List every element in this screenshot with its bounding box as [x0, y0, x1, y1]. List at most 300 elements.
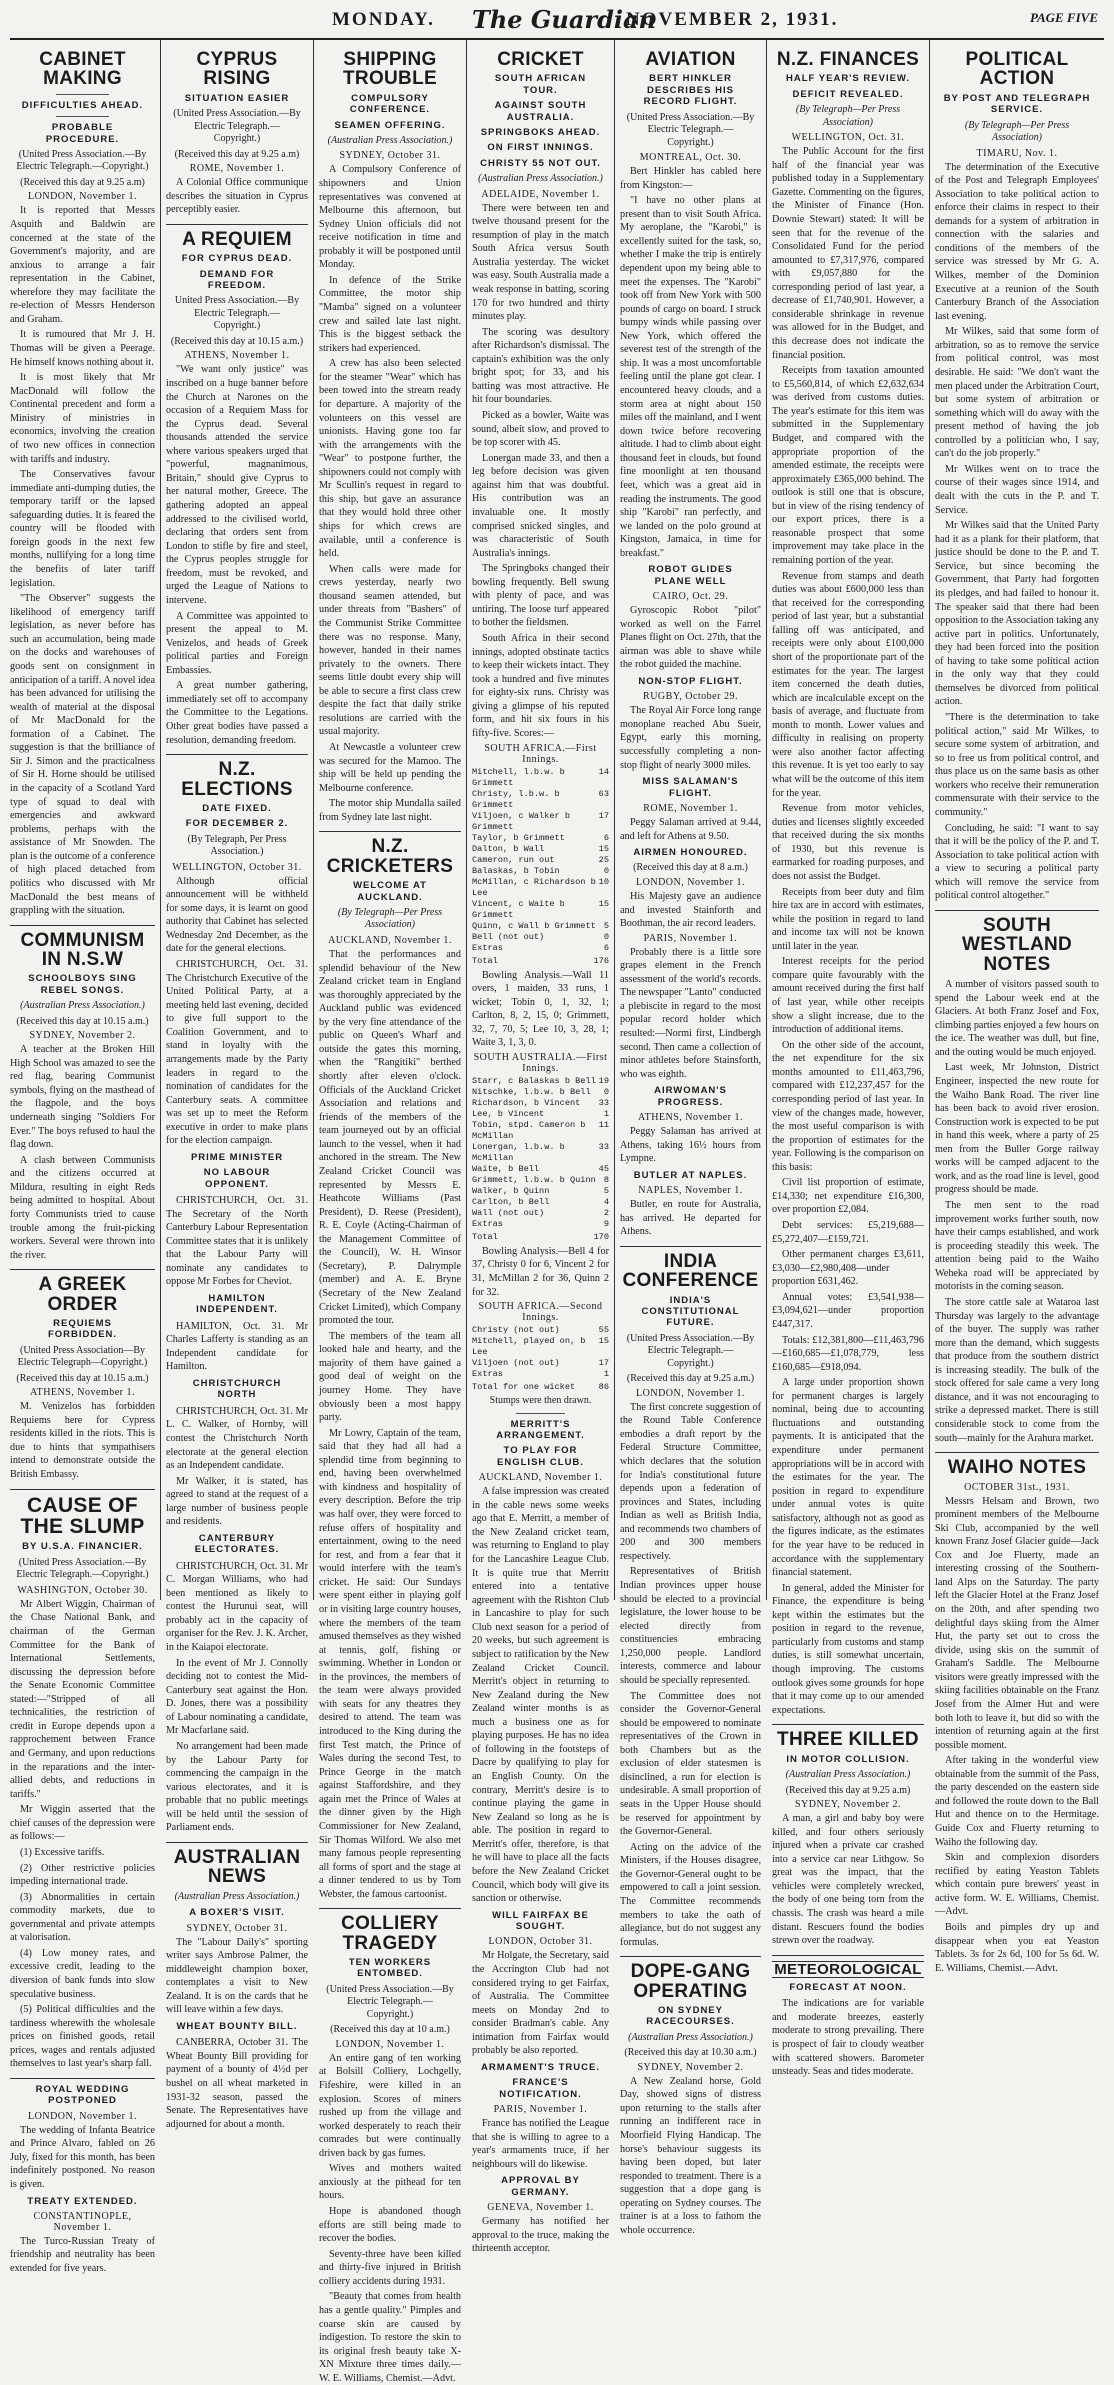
divider — [56, 116, 108, 117]
article-paragraph: It is reported that Messrs Asquith and Baldwin are concerned at the state of the Government's majority, and are anxious to arrange a fair representation in the Cabinet, wherefore they may facilitate the re-election of Messrs Henderson and Graham. — [10, 205, 155, 325]
article-paragraph: Messrs Helsam and Brown, two prominent members of the Melbourne Ski Club, accompanied by the well known Franz Josef Glacier guide—Jack Cox and Joe Fluerty, made an interesting crossing of the Southern-land Alps on the Saturday. The party left the Glacier Hotel at the Franz Josef on the 20th, and after spending two delightful days skiing from the Almer Hut, the party set out to cross the divide, using skis on the summit of Graham's Saddle. The Melbourne visitors were greatly impressed with the skiing facilities obtainable on the Franz Josef from the Almer Hut and were both loth to leave it, but did so with the intention of returning again at the first possible moment. — [935, 1495, 1099, 1751]
table-cell: 10 — [598, 876, 609, 887]
advertisement: Skin and complexion disorders rectified by eating Yeaston Tablets which contain pure brewers' yeast in active form. W. E. Williams, Chemist.—Advt. — [935, 1852, 1099, 1918]
table-row — [472, 921, 609, 932]
subhead: AIRWOMAN'S PROGRESS. — [654, 1085, 727, 1108]
credit-line: (Australian Press Association.) — [478, 173, 603, 185]
credit-line: United Press Association.—By Electric Telegraph.—Copyright.) — [174, 295, 300, 332]
headline-nz-finances: N.Z. FINANCES — [776, 49, 920, 70]
dateline: PARIS, November 1. — [643, 932, 738, 944]
headline-royal-wedding: ROYAL WEDDING POSTPONED — [35, 2083, 130, 2107]
article-paragraph: A New Zealand horse, Gold Day, showed signs of distress upon returning to the stalls after running an indifferent race in Moorfield Flying Handicap. The horse's behaviour suggests its having been doped, but later responded to treatment. There is a suggestion that a dope gang is operating on Sydney courses. The trainer is at a loss to fathom the whole occurrence. — [620, 2075, 761, 2236]
headline-requiem: A REQUIEM — [182, 228, 292, 250]
received-line: (Received this day at 10.15 a.m.) — [170, 335, 304, 347]
dateline: ROME, November 1. — [189, 163, 285, 175]
table-row — [472, 866, 609, 877]
subhead: COMPULSORY CONFERENCE. — [349, 92, 431, 116]
scorecard — [472, 1076, 609, 1230]
subhead: DEMAND FOR FREEDOM. — [199, 268, 275, 291]
article-paragraph: (1) Excessive tariffs. — [20, 1846, 105, 1858]
table-cell: Extras — [472, 1369, 503, 1380]
subhead: ON SYDNEY RACECOURSES. — [646, 2004, 735, 2028]
subhead: HALF YEAR'S REVIEW. — [785, 73, 910, 85]
article-paragraph: HAMILTON, Oct. 31. Mr Charles Lafferty is standing as an Independent candidate for Hamilton. — [166, 1320, 308, 1373]
table-cell: 1 — [603, 1369, 609, 1380]
article-paragraph: A Committee was appointed to present the appeal to M. Venizelos, and heads of Greek political parties and Foreign Embassies. — [166, 610, 308, 676]
dateline: PARIS, November 1. — [493, 2104, 588, 2116]
table-cell: 11 — [598, 1119, 609, 1130]
dateline: LONDON, November 1. — [335, 2038, 445, 2050]
table-cell: 55 — [598, 1325, 609, 1336]
scorecard-total — [472, 1232, 609, 1243]
subhead: DEFICIT REVEALED. — [792, 88, 904, 100]
article-paragraph: In defence of the Strike Committee, the motor ship "Mamba" signed on a volunteer crew and sailed late last night. This is the biggest setback the strikers had experienced. — [319, 274, 461, 354]
headline-cabinet: CABINET MAKING — [39, 49, 126, 90]
table-cell: 19 — [598, 1075, 609, 1086]
article-paragraph: Butler, en route for Australia, has arrived. He departed for Athens. — [620, 1199, 761, 1238]
article-paragraph: Gyroscopic Robot "pilot" worked as well on the Farrel Planes flight on Oct. 27th, that the airman was able to shave while the robot guided the machine. — [620, 605, 761, 671]
table-row — [472, 899, 609, 921]
article-paragraph: Annual votes: £3,541,938—£3,094,621—under proportion £447,317. — [772, 1291, 924, 1330]
column-5 — [614, 40, 766, 2236]
headline-waiho-notes: WAIHO NOTES — [947, 1457, 1087, 1479]
headline-three-killed: THREE KILLED — [777, 1729, 919, 1751]
table-cell: 170 — [593, 1231, 609, 1242]
masthead-title: The Guardian — [472, 5, 656, 34]
article-paragraph: Mr Wilkes said that the United Party had it as a plank for their platform, that justice should be done to the P. and T. Service, but since becoming the Government, that Party had forgotten its pledges, and had failed to honour it. The speaker said that there had been opposition to the Association taking any active part in politics. Unfortunately, they had been forced into the position of having to take some political action in the only way that they could themselves be divorced from political action. — [935, 520, 1099, 708]
scorecard — [472, 1325, 609, 1380]
column-6 — [766, 40, 929, 2078]
article-paragraph: Seventy-three have been killed and thirty-five injured in British colliery accidents during 1931. — [319, 2248, 461, 2287]
subhead: PRIME MINISTER — [190, 1151, 284, 1163]
credit-line: (United Press Association.—By Electric Telegraph.—Copyright.) — [16, 148, 149, 173]
table-cell: 0 — [603, 865, 609, 876]
article-paragraph: When calls were made for crews yesterday, nearly two thousand seamen attended, but under threats from "Bashers" of the Communist Strike Committee there was no response. Many, however, handed in their names privately to the owners. There seems little doubt every ship will be able to secure a first class crew despite the fact that daily strike resolutions are carried with the usual majority. — [319, 563, 461, 738]
subhead: BUTLER AT NAPLES. — [633, 1169, 748, 1181]
article-paragraph: Mr Albert Wiggin, Chairman of the Chase National Bank, and chairman of the German Committee for the Bank of International Settlements, discussing the depression before the Senate Economic Committee stated:—"Stripped of all technicalities, the restriction of credit in Europe depends upon a rapprochement between France and Germany, and upon reductions in the reparations and the inter-allied debts, and reductions in tariffs." — [10, 1598, 155, 1800]
received-line: (Received this day at 9.25 a.m.) — [626, 1373, 755, 1385]
credit-line: (Australian Press Association.) — [327, 134, 453, 146]
table-row — [472, 844, 609, 855]
received-line: (Received this day at 10.15 a.m.) — [16, 1015, 149, 1027]
article-paragraph: No arrangement had been made by the Labour Party for commencing the campaign in the various electorates, and it is probable that no public meetings will be held until the session of Parliament ends. — [166, 1740, 308, 1834]
subhead: TEN WORKERS ENTOMBED. — [348, 1957, 432, 1980]
article-paragraph: Probably there is a little sore grapes element in the French assessment of the world's records. The newspaper "Lanto" conducted a plebiscite in regard to the most popular record holder which resulted:—Normi first, Lindbergh second. Then came a collection of minor athletes before Stainsforth, who was eighth. — [620, 946, 761, 1080]
table-cell: Waite, b Bell — [472, 1163, 540, 1174]
headline-greek-order: A GREEK ORDER — [38, 1274, 127, 1315]
dateline: WASHINGTON, October 30. — [17, 1584, 148, 1596]
subhead: SPRINGBOKS AHEAD. — [480, 126, 601, 138]
dateline: ATHENS, November 1. — [29, 1387, 136, 1399]
table-cell: Extras — [472, 942, 503, 953]
table-cell: 176 — [593, 955, 609, 966]
article-paragraph: On the other side of the account, the net expenditure for the six months amounted to £11,463,796, compared with £12,237,457 for the corresponding period of last year. In view of the changes made, however, the most useful comparison is with the proportion of estimates for the year. Following is the comparison on this basis: — [772, 1039, 924, 1173]
article-paragraph: Hope is abandoned though efforts are still being made to recover the bodies. — [319, 2206, 461, 2245]
section-divider — [166, 754, 308, 755]
subhead: MISS SALAMAN'S FLIGHT. — [642, 776, 739, 799]
table-row — [472, 811, 609, 833]
advertisement: "Beauty that comes from health has a gentle quality." Pimples and coarse skin are caused by indigestion. To restore the skin to its original fresh beauty take X-XN Mixture three times daily.—W. E. Williams, Chemist.—Advt. — [319, 2291, 461, 2384]
subhead: REQUIEMS FORBIDDEN. — [47, 1317, 118, 1341]
received-line: (Received this day at 8 a.m.) — [633, 862, 748, 874]
advertisement: Boils and pimples dry up and disappear when you eat Yeaston Tablets. 3s for 2s 6d, 100 for 5s 6d. W. E. Williams, Chemist.—Advt. — [935, 1921, 1099, 1974]
article-paragraph: It is rumoured that Mr J. H. Thomas will be given a Peerage. He himself knows nothing about it. — [10, 329, 155, 368]
headline-nz-elections: N.Z. ELECTIONS — [181, 759, 293, 800]
headline-nz-cricketers: N.Z. CRICKETERS — [326, 836, 454, 877]
masthead — [10, 6, 1104, 40]
subhead: CHRISTY 55 NOT OUT. — [480, 157, 601, 169]
dateline: SYDNEY, November 2. — [637, 2061, 744, 2073]
article-paragraph: At Newcastle a volunteer crew was secured for the Mamoo. The ship will be held up pending the Melbourne conference. — [319, 742, 461, 794]
credit-line: (Australian Press Association.) — [785, 1769, 911, 1781]
masthead-date: NOVEMBER 2, 1931. — [626, 9, 839, 30]
headline-fairfax: WILL FAIRFAX BE SOUGHT. — [492, 1909, 589, 1933]
article-paragraph: A Colonial Office communique describes the situation in Cyprus perceptibly easier. — [166, 177, 308, 216]
subhead: ON FIRST INNINGS. — [487, 142, 594, 154]
article-paragraph: A crew has also been selected for the steamer "Wear" which has been towed into the stream ready for departure. A majority of the volunteers on this vessel are unionists. Having gone too far with the arrangements with the "Wear" to postpone further, the shipowners could not comply with Mr Scullin's request in regard to this ship, but gave an assurance that they would hold three other ships for which crews are available, until a conference is held. — [319, 358, 461, 560]
article-paragraph: A large under proportion shown for permanent charges is largely nominal, being due to accounting fluctuations and outstanding payments. It is anticipated that the expenditure under permanent appropriations will be in accord with the estimates for the year. The position in regard to expenditure under annual votes is quite satisfactory, although not as good as the figures indicate, as the estimates for the year have to be reduced in accordance with the supplementary financial statement. — [772, 1377, 924, 1579]
table-cell: Total for one wicket — [472, 1382, 576, 1393]
article-paragraph: Interest receipts for the period compare quite favourably with the amount received during the first half of last year, while other receipts show a slight increase, due to the introduction of additional items. — [772, 956, 924, 1036]
table-cell: 15 — [598, 898, 609, 909]
divider — [516, 1413, 565, 1414]
received-line: (Received this day at 9.25 a.m) — [785, 1784, 911, 1796]
table-row — [472, 1208, 609, 1219]
table-cell: 86 — [598, 1382, 609, 1393]
article-paragraph: Peggy Salaman has arrived at Athens, taking 16½ hours from Lympne. — [620, 1126, 761, 1165]
subhead: DATE FIXED. — [202, 802, 272, 814]
section-divider — [935, 910, 1099, 911]
credit-line: (United Press Association.—By Electric Telegraph.—Copyright.) — [626, 111, 755, 148]
table-cell: Cameron, run out — [472, 854, 555, 865]
subhead: SOUTH AFRICAN TOUR. — [494, 73, 587, 96]
table-cell: Balaskas, b Tobin — [472, 865, 560, 876]
table-row — [472, 1358, 609, 1369]
section-divider — [319, 1908, 461, 1909]
headline-dope-gang: DOPE-GANG OPERATING — [630, 1961, 751, 2002]
credit-line: (Australian Press Association.) — [20, 1000, 145, 1012]
table-cell: Nitschke, l.b.w. b Bell — [472, 1086, 591, 1097]
article-paragraph: A great number gathering, immediately set off to accompany the Committee to the Legations. Other great bodies have passed a resolution, demanding freedom. — [166, 680, 308, 746]
table-cell: Viljoen (not out) — [472, 1358, 560, 1369]
table-row — [472, 1120, 609, 1142]
received-line: (Received this day at 9.25 a.m) — [20, 176, 145, 188]
article-paragraph: Wives and mothers waited anxiously at the pithead for ten hours. — [319, 2163, 461, 2202]
subhead: BY POST AND TELEGRAPH SERVICE. — [943, 92, 1091, 116]
table-cell: 63 — [598, 788, 609, 799]
article-paragraph: "We want only justice" was inscribed on a huge banner before the Church at Narones on the occasion of a Requiem Mass for the Cyprus dead. Several thousands attended the service where various speakers urged that "powerful, magnanimous, Britain," should give Cyprus to her natural mother, Greece. The gathering adopted an appeal addressed to the civilised world, declaring that orders sent from London to stifle by fire and steel, the Cyprus peoples struggle for freedom, must be revoked, and urged the League of Nations to intervene. — [166, 364, 308, 606]
dateline: LONDON, November 1. — [28, 191, 137, 203]
subhead: INDIA'S CONSTITUTIONAL FUTURE. — [641, 1294, 740, 1329]
credit-line: (United Press Association.—By Electric Telegraph.—Copyright.) — [326, 1983, 454, 2020]
table-cell: 15 — [598, 843, 609, 854]
table-cell: 33 — [598, 1097, 609, 1108]
subhead: FOR CYPRUS DEAD. — [181, 253, 293, 265]
article-paragraph: After taking in the wonderful view obtainable from the summit of the Pass, the party descended on the eastern side and followed the route down to the Ball Hut and thence on to the Hermitage. Guide Cox and Fluerty returning to Waiho the following day. — [935, 1755, 1099, 1848]
headline-political-action: POLITICAL ACTION — [965, 49, 1069, 90]
scorecard-title: SOUTH AFRICA.—First Innings. — [484, 742, 597, 765]
table-row — [472, 1197, 609, 1208]
headline-colliery-tragedy: COLLIERY TRAGEDY — [341, 1913, 439, 1954]
table-row — [472, 1164, 609, 1175]
table-row — [472, 943, 609, 954]
table-row — [472, 877, 609, 899]
table-row — [472, 855, 609, 866]
table-cell: 0 — [603, 1086, 609, 1097]
headline-treaty: TREATY EXTENDED. — [27, 2195, 138, 2207]
headline-meteorological: METEOROLOGICAL — [772, 1961, 924, 1978]
article-paragraph: The Springboks changed their bowling frequently. Bell swung with plenty of pace, and was untiring. The loose turf appeared to bother the fieldsmen. — [472, 563, 609, 629]
subhead: BERT HINKLER DESCRIBES HIS RECORD FLIGHT. — [643, 73, 738, 108]
article-paragraph: (2) Other restrictive policies impeding international trade. — [10, 1862, 155, 1888]
table-cell: 2 — [603, 1207, 609, 1218]
headline-shipping-trouble: SHIPPING TROUBLE — [343, 49, 437, 90]
article-paragraph: A clash between Communists and the citizens occurred at Mildura, resulting in eight Reds being admitted to hospital. About forty Communists tried to cause trouble among the fruit-picking workers. Several were thrown into the river. — [10, 1154, 155, 1261]
article-paragraph: The determination of the Executive of the Post and Telegraph Employees' Association to take political action to enforce their claims in respect to their demands for a system of arbitration in connection with the salaries and conditions of the members of the service was stressed by Mr G. A. Wilkes, member of the Dominion Executive at a reunion of the South Canterbury Branch of the Association last evening. — [935, 161, 1099, 322]
subhead: PROBABLE PROCEDURE. — [45, 122, 120, 145]
article-paragraph: M. Venizelos has forbidden Requiems here for Cypress residents killed in the riots. This is due to hints that sympathisers intend to demonstrate outside the British Embassy. — [10, 1401, 155, 1481]
article-paragraph: It is most likely that Mr MacDonald will follow the Continental precedent and form a Ministry of ministries in economics, involving the creation of two new offices in connection with tariffs and industry. — [10, 372, 155, 465]
credit-line: (By Telegraph, Per Press Association.) — [187, 833, 287, 858]
subhead: WELCOME AT AUCKLAND. — [353, 880, 427, 903]
table-cell: 45 — [598, 1163, 609, 1174]
table-cell: McMillan, c Richardson b Lee — [472, 876, 596, 898]
table-row — [472, 767, 609, 789]
dateline: AUCKLAND, November 1. — [478, 1472, 603, 1484]
table-row — [472, 1369, 609, 1380]
article-paragraph: (4) Low money rates, and excessive credit, leading to the diversion of bank funds into slow speculative business. — [10, 1947, 155, 2000]
table-cell: Quinn, c Wall b Grimmett — [472, 920, 596, 931]
page-number: PAGE FIVE — [1029, 10, 1098, 25]
dateline: WELLINGTON, Oct. 31. — [791, 132, 905, 144]
table-cell: Bell (not out) — [472, 931, 545, 942]
section-divider — [10, 2078, 155, 2079]
article-paragraph: A number of visitors passed south to spend the Labour week end at the Glaciers. At both Franz Josef and Fox, climbing parties enjoyed a few hours on the ice. The weather was dull, but fine, and the outing would be much enjoyed. — [935, 979, 1099, 1058]
table-cell: 5 — [603, 1185, 609, 1196]
column-1 — [10, 40, 160, 2275]
table-cell: Christy (not out) — [472, 1325, 560, 1336]
table-cell: 17 — [598, 1358, 609, 1369]
article-paragraph: Receipts from taxation amounted to £5,560,814, of which £2,632,634 was derived from customs duties. The year's estimate for this item was submitted in the Supplementary Budget, and compared with the appropriate proportion of the amended estimate, the receipts were approximately £365,000 behind. The outlook is still one that is obscure, but in view of the rising tendency of our export prices, there is a reasonable prospect that some improvement may take place in the remaining portion of the year. — [772, 365, 924, 567]
table-cell: 5 — [603, 920, 609, 931]
article-paragraph: The Conservatives favour immediate anti-dumping duties, the temporary tariff or the lapsed safeguarding duties. It is feared the country will be flooded with foreign goods in the next few months, nullifying for a long time the benefits of later tariff legislation. — [10, 469, 155, 589]
bowling-analysis: Bowling Analysis.—Bell 4 for 37, Christy 0 for 6, Vincent 2 for 31, McMillan 2 for 36, Quinn 2 for 32. — [472, 1245, 609, 1298]
table-cell: 0 — [603, 931, 609, 942]
table-row — [472, 1087, 609, 1098]
article-paragraph: An entire gang of ten working at Bolsill Colliery, Lochgelly, Fifeshire, were killed in an explosion. Scores of miners rushed up from the village and worked desperately to reach their comrades but were continually driven back by gas fumes. — [319, 2052, 461, 2159]
table-row — [472, 789, 609, 811]
table-cell: 4 — [603, 1196, 609, 1207]
article-paragraph: The Committee does not consider the Governor-General should be empowered to nominate representatives of the Crown in both Chambers but as the exclusion of elder statesmen is disinclined, a run for election is undesirable. A small proportion of seats in the Upper House should be reserved for appointment by the Governor-General. — [620, 1690, 761, 1838]
article-paragraph: Mr Holgate, the Secretary, said the Accrington Club had not considered trying to get Fairfax, of Australia. The Committee meets on Monday 2nd to consider Bradman's cable. Any intimation from Fairfax would probably be also reported. — [472, 1950, 609, 2057]
subhead: FRANCE'S NOTIFICATION. — [499, 2077, 582, 2100]
table-cell: Total — [472, 1231, 498, 1242]
section-divider — [935, 1452, 1099, 1453]
table-cell: Starr, c Balaskas b Bell — [472, 1075, 596, 1086]
article-paragraph: Debt services: £5,219,688—£5,272,407—£159,721. — [772, 1220, 924, 1245]
section-divider — [319, 831, 461, 832]
dateline: OCTOBER 31st., 1931. — [964, 1481, 1070, 1493]
subhead: DIFFICULTIES AHEAD. — [21, 99, 144, 111]
article-paragraph: The Public Account for the first half of the financial year was published today in a Supplementary Gazette. Commenting on the figures, the Minister of Finance (Hon. Downie Stewart) stated: It will be seen that for the revenue of the Consolidated Fund for the period amounted to £7,317,976, compared with £9,057,880 for the corresponding period of last year, a decrease of £1,740,901. However, a considerable shrinkage in revenue was allowed for in the Budget, and this decrease does not indicate the financial position. — [772, 146, 924, 361]
subhead: TO PLAY FOR ENGLISH CLUB. — [497, 1445, 584, 1468]
credit-line: (Australian Press Association.) — [628, 2031, 753, 2043]
table-row — [472, 1219, 609, 1230]
article-paragraph: In general, added the Minister for Finance, the expenditure is being kept within the estimates but the position in regard to the revenue, particularly from customs and stamp duties, is still somewhat uncertain, though improving. The customs outlook gives some grounds for hope that it may come up to our amended expectations. — [772, 1582, 924, 1716]
subhead: SEAMEN OFFERING. — [334, 119, 446, 131]
subhead: CANTERBURY ELECTORATES. — [194, 1532, 280, 1556]
article-paragraph: The first concrete suggestion of the Round Table Conference embodies a draft report by the Federal Structure Committee, which declares that the solution for India's constitutional future depends upon a federation of provinces and States, including Indian as well as British India, and recommends two chambers of 200 and 300 members respectively. — [620, 1401, 761, 1562]
credit-line: (United Press Association.—By Electric Telegraph.—Copyright.) — [16, 1556, 149, 1581]
subhead: WHEAT BOUNTY BILL. — [176, 2020, 298, 2032]
article-paragraph: (5) Political difficulties and the tardiness wherewith the wholesale prices on finished goods, retail prices, wages and rentals adjusted themselves to last year's sharp fall. — [10, 2004, 155, 2070]
dateline: AUCKLAND, November 1. — [328, 934, 452, 946]
article-paragraph: "I have no other plans at present than to visit South Africa. My aeroplane, the "Karobi," is excellently suited for the task, so, whether I make the trip is entirely dependent upon my being able to meet the expenses. The "Karobi" took off from New York with 500 pounds of cargo on board. I struck bumpy winds while passing over New York, which offered the severest test of the strength of the ship. It was a most uncomfortable feeling until the plane got clear. I encountered heavy clouds, and a storm area at night about 150 miles off the mainland, and I went down twice before recovering altitude. I had to climb about eight thousand feet in clouds, but found fine moonlight at ten thousand feet, which was a great aid in reading the instruments. The good ship "Karobi" ran perfectly, and we landed on the polo ground at Kingston, Jamaica, in time for breakfast." — [620, 195, 761, 559]
received-line: (Received this day at 10.30 a.m.) — [624, 2047, 757, 2059]
section-divider — [166, 1842, 308, 1843]
headline-aviation: AVIATION — [645, 49, 736, 70]
credit-line: (United Press Association.—By Electric Telegraph.—Copyright.) — [626, 1332, 755, 1369]
scorecard-total — [472, 956, 609, 967]
article-paragraph: Bert Hinkler has cabled here from Kingston:— — [620, 166, 761, 191]
dateline: SYDNEY, November 2. — [795, 1799, 901, 1811]
table-cell: 8 — [603, 1174, 609, 1185]
table-cell: Wall (not out) — [472, 1207, 545, 1218]
subhead: AGAINST SOUTH AUSTRALIA. — [494, 100, 587, 123]
credit-line: (United Press Association—By Electric Telegraph—Copyright.) — [17, 1344, 148, 1369]
table-cell: 6 — [603, 942, 609, 953]
table-cell: 9 — [603, 1218, 609, 1229]
article-paragraph: Last week, Mr Johnston, District Engineer, inspected the new route for the Waiho Bank Road. The river line has been back to avoid river erosion. Construction work is expected to be put in hand this week, where a party of 25 men from the Buller Gorge railway works will be camped adjacent to the work, and as the road line is level, good progress should be made. — [935, 1062, 1099, 1196]
article-paragraph: The scoring was desultory after Richardson's dismissal. The captain's exhibition was the only bright spot; for 33, and his batting was most attractive. He hit four boundaries. — [472, 326, 609, 406]
bowling-analysis: Bowling Analysis.—Wall 11 overs, 1 maiden, 33 runs, 1 wicket; Tobin 0, 1, 32, 1; Carlton, 8, 2, 15, 0; Grimmett, 32, 7, 70, 5; Lee 10, 3, 28, 1; Waite 3, 1, 3, 0. — [472, 969, 609, 1049]
article-paragraph: A Compulsory Conference of shipowners and Union representatives was convened at Melbourne this afternoon, but Sydney Union officials did not receive notification in time and probably it will be postponed until Monday. — [319, 164, 461, 271]
dateline: CONSTANTINOPLE, November 1. — [33, 2210, 132, 2233]
divider — [56, 94, 108, 95]
article-paragraph: A teacher at the Broken Hill High School was amazed to see the red flag, bearing Communist symbols, flying on the masthead of the flagpole, and the boys underneath singing "Soldiers For Ever." The boys refused to haul the flag down. — [10, 1044, 155, 1151]
stumps-note: Stumps were then drawn. — [489, 1395, 592, 1407]
subhead: ROBOT GLIDES PLANE WELL — [648, 564, 733, 587]
section-divider — [166, 224, 308, 225]
table-row — [472, 1175, 609, 1186]
column-2 — [160, 40, 313, 2130]
headline-india-conference: INDIA CONFERENCE — [622, 1250, 759, 1292]
subhead: NON-STOP FLIGHT. — [638, 675, 743, 687]
article-paragraph: The Turco-Russian Treaty of friendship and neutrality has been extended for five years. — [10, 2235, 155, 2275]
table-row — [472, 932, 609, 943]
subhead: NO LABOUR OPPONENT. — [203, 1167, 271, 1190]
article-paragraph: Mr Lowry, Captain of the team, said that they had all had a splendid time from beginning to end, having been overwhelmed with kindness and hospitality of every description. Before the trip was half over, they were forced to refuse offers of hospitality and entertainment, owing to the need for rest, and from a fear that it would interfere with the team's cricket. He said: Our Sundays were spent either in playing golf or in visiting large country houses, where the members of the team amused themselves as they wished at tennis, golf, fishing or swimming. Whether in London or in the provinces, the members of the team were always provided with seats for any theatres they desired to attend. The team was introduced to the King during the first Test match, the Prince of Wales during the second Test, to Prince George in the match against Staffordshire, and they again met the Prince of Wales at the dinner given by the High Commissioner for New Zealand, Sir Thomas Wilford. We also met many famous people representing all forms of sport and the stage at a dinner tendered to us by Tom Webster, the famous cartoonist. — [319, 1427, 461, 1900]
scorecard-title: SOUTH AFRICA.—Second Innings. — [478, 1301, 603, 1324]
article-paragraph: Germany has notified her approval to the truce, making the thirteenth acceptor. — [472, 2216, 609, 2255]
headline-merritt: MERRITT'S ARRANGEMENT. — [496, 1418, 585, 1442]
headline-australian-news: AUSTRALIAN NEWS — [173, 1846, 301, 1888]
article-paragraph: CHRISTCHURCH, Oct. 31. The Secretary of the North Canterbury Labour Representation Committee states that it is unlikely that the Labour Party will nominate any candidates to oppose Mr Forbes for Cheviot. — [166, 1195, 308, 1288]
dateline: ATHENS, November 1. — [637, 1112, 744, 1124]
article-paragraph: The indications are for variable and moderate breezes, easterly moderate to strong prevailing. There is prospect of fair to cloudy weather with scattered showers. Barometer unsteady. Seas and tides moderate. — [772, 1998, 924, 2078]
subhead: FORECAST AT NOON. — [789, 1981, 907, 1993]
subhead: BY U.S.A. FINANCIER. — [22, 1541, 143, 1553]
table-row — [472, 1186, 609, 1197]
subhead: FOR DECEMBER 2. — [185, 818, 289, 830]
dateline: SYDNEY, October 31. — [186, 1922, 288, 1934]
dateline: ATHENS, November 1. — [184, 350, 290, 362]
table-cell: Taylor, b Grimmett — [472, 832, 565, 843]
section-divider — [772, 1724, 924, 1725]
table-cell: Mitchell, l.b.w. b Grimmett — [472, 766, 565, 788]
subhead: APPROVAL BY GERMANY. — [501, 2175, 580, 2198]
article-paragraph: Civil list proportion of estimate, £14,330; net expenditure £16,300, over proportion £2,084. — [772, 1177, 924, 1216]
received-line: (Received this day at 10 a.m.) — [330, 2024, 450, 2036]
dateline: ADELAIDE, November 1. — [481, 188, 600, 200]
scorecard-total — [472, 1382, 609, 1393]
dateline: TIMARU, Nov. 1. — [976, 147, 1058, 159]
table-cell: 33 — [598, 1141, 609, 1152]
table-cell: Carlton, b Bell — [472, 1196, 550, 1207]
dateline: MONTREAL, Oct. 30. — [639, 152, 742, 164]
table-cell: 1 — [603, 1108, 609, 1119]
article-paragraph: Although official announcement will be withheld for some days, it is learnt on good authority that Cabinet has selected Wednesday 2nd December, as the date for the general elections. — [166, 875, 308, 955]
dateline: WELLINGTON, October 31. — [172, 861, 302, 873]
table-cell: Lonergan, l.b.w. b McMillan — [472, 1141, 565, 1163]
headline-cricket: CRICKET — [497, 49, 584, 70]
article-paragraph: CHRISTCHURCH, Oct. 31. The Christchurch Executive of the United Political Party, at a meeting held last evening, decided to give full support to the Coalition Government, and to stand in loyalty with the arrangements made by the Party leaders in regard to the nomination of candidates for the Canterbury seats. A committee was set up to meet the Reform executive in order to make plans for the election campaign. — [166, 959, 308, 1147]
received-line: (Received this day at 10.15 a.m.) — [16, 1372, 149, 1384]
scorecard — [472, 767, 609, 954]
table-cell: Christy, l.b.w. b Grimmett — [472, 788, 560, 810]
section-divider — [10, 925, 155, 926]
article-paragraph: Peggy Salaman arrived at 9.44, and left for Athens at 9.50. — [620, 816, 761, 842]
credit-line: (United Press Association.—By Electric Telegraph.—Copyright.) — [173, 108, 301, 145]
article-paragraph: Mr Wilkes went on to trace the course of their wages since 1914, and dealt with the cuts in the P. and T. Service. — [935, 463, 1099, 516]
table-row — [472, 1325, 609, 1336]
dateline: LONDON, November 1. — [636, 1387, 745, 1399]
article-paragraph: CANBERRA, October 31. The Wheat Bounty Bill providing for payment of a bounty of 4½d per bushel on all wheat marketed in 1931-32 season, passed the Senate. The Representatives have adjourned for about a month. — [166, 2037, 308, 2130]
dateline: LONDON, November 1. — [636, 876, 745, 888]
subhead: A BOXER'S VISIT. — [189, 1907, 285, 1919]
scorecard-title: SOUTH AUSTRALIA.—First Innings. — [473, 1051, 608, 1074]
credit-line: (By Telegraph—Per Press Association) — [337, 906, 443, 931]
received-line: (Received this day at 9.25 a.m) — [174, 148, 300, 160]
table-row — [472, 1336, 609, 1358]
headline-cyprus-rising: CYPRUS RISING — [196, 49, 278, 90]
article-paragraph: Acting on the advice of the Ministers, if the Houses disagree, the Governor-General ought to be empowered to call a joint session. The Committee recommends members to take the oath of allegiance, but do not suggest any formulas. — [620, 1841, 761, 1948]
article-paragraph: "The Observer" suggests the likelihood of emergency tariff legislation, as never before has such an accumulation, being made on the docks and warehouses of goods sent on consignment in anticipation of a tariff. A novel idea has been advanced for utilising the wealth of material at the disposal of Mr MacDonald for the formation of a Cabinet. The suggestion is that the brilliance of Sir J. Simon and the practicalness of Sir H. Horne should be utilised in the capacity of a Scotland Yard type of squad to deal with emergencies and awkward problems, perhaps with the assistance of Mr Snowden. The plan is the outcome of a conference of high placed detached from politics who discussed with Mr MacDonald the best means of grappling with the situation. — [10, 593, 155, 917]
headline-south-westland-notes: SOUTH WESTLAND NOTES — [961, 914, 1073, 975]
article-paragraph: Representatives of British Indian provinces upper house should be elected to a provincial legislature, the lower house to be elected directly from constituencies embracing 1,250,000 people. Landlord interests, commerce and labour should be specially represented. — [620, 1566, 761, 1686]
article-paragraph: That the performances and splendid behaviour of the New Zealand cricket team in England was thoroughly appreciated by the Auckland public was evidenced by the very fine attendance of the public on Queen's Wharf and outside the gates this morning, when the "Rangitiki" berthed shortly after eleven o'clock. Officials of the Auckland Cricket Association and relations and friends of the members of the team journeyed out by an official launch to the vessel, when it had anchored in the stream. The New Zealand Cricket Council was represented by Messrs E. Heathcote Williams (Past President), D. Reese (President), R. E. Coyle (Acting-Chairman of the Management Committee of the Council), W. H. Winsor (Secretary), P. Dalrymple (member) and A. E. Bryne (Secretary of the New Zealand Cricket Limited), which Company promoted the tour. — [319, 948, 461, 1327]
table-cell: 14 — [598, 766, 609, 777]
article-paragraph: Lonergan made 33, and then a leg before decision was given against him that was doubtful. His contribution was an invaluable one. It mostly comprised snicked singles, and was characteristic of South Australia's innings. — [472, 452, 609, 559]
subhead: CHRISTCHURCH NORTH — [192, 1378, 282, 1401]
table-row — [472, 1232, 609, 1243]
headline-armament-truce: ARMAMENT'S TRUCE. — [480, 2061, 600, 2073]
table-cell: Mitchell, played on, b Lee — [472, 1336, 586, 1358]
article-paragraph: Revenue from motor vehicles, duties and licenses slightly exceeded that received during the six months of 1930, but this revenue is earmarked for roading purposes, and does not assist the Budget. — [772, 803, 924, 882]
article-paragraph: There were between ten and twelve thousand present for the resumption of play in the match South Africa versus South Australia yesterday. The wicket was easy. South Australia made a weak response in batting, scoring 170 for two hundred and thirty minutes play. — [472, 202, 609, 323]
article-paragraph: A man, a girl and baby boy were killed, and four others seriously injured when a private car crashed into a service car near Lithgow. So great was the impact, that the vehicles were completely wrecked, the body of one being torn from the chassis. The crash was heard a mile distant. Rescuers found the bodies strewn over the roadway. — [772, 1813, 924, 1947]
headline-slump: CAUSE OF THE SLUMP — [20, 1493, 145, 1539]
article-paragraph: His Majesty gave an audience and invested Stainforth and Boothman, the air record leaders. — [620, 890, 761, 930]
table-cell: Tobin, stpd. Cameron b McMillan — [472, 1119, 586, 1141]
subhead: SCHOOLBOYS SING REBEL SONGS. — [28, 973, 137, 996]
dateline: ROME, November 1. — [643, 802, 738, 814]
table-row — [472, 1142, 609, 1164]
article-paragraph: Receipts from beer duty and film hire tax are in accord with estimates, while the position in regard to land and income tax will not be known until later in the year. — [772, 886, 924, 952]
dateline: NAPLES, November 1. — [638, 1185, 743, 1197]
column-4 — [466, 40, 614, 2255]
article-paragraph: Other permanent charges £3,611, £3,030—£2,980,408—under proportion £631,462. — [772, 1249, 924, 1288]
